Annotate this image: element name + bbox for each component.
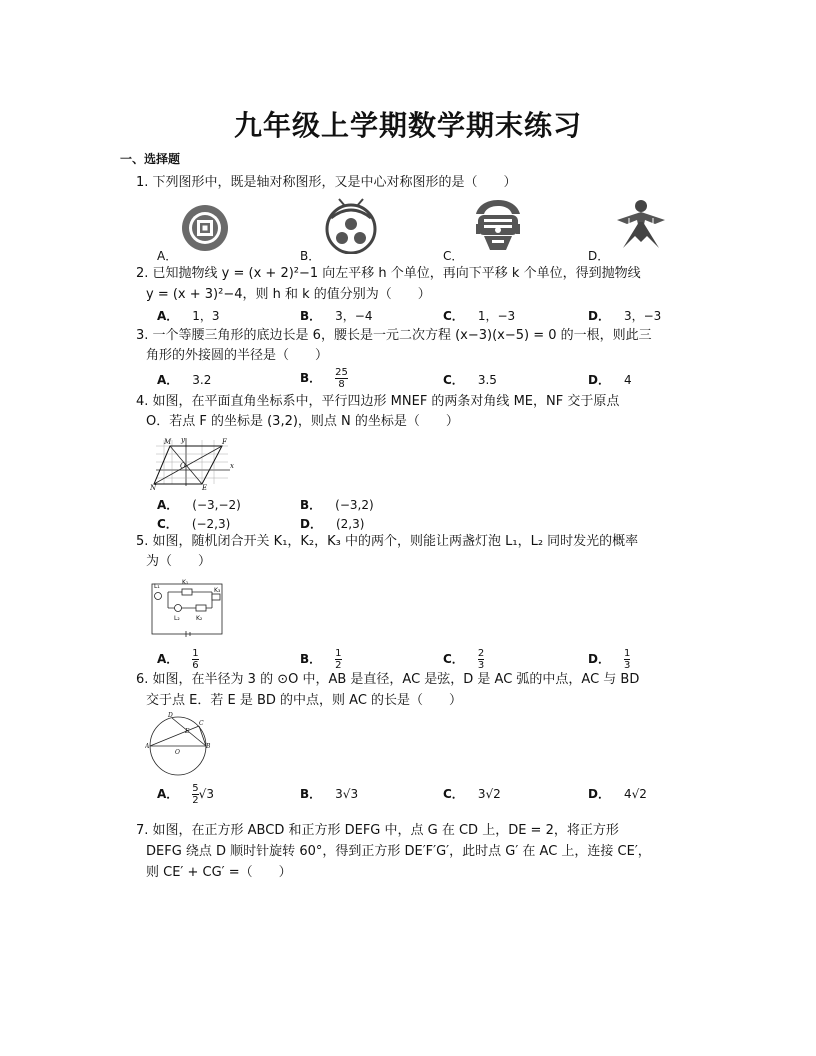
ornamental-vase-papercut-icon: [470, 198, 526, 254]
question-3-option-c[interactable]: C． 3.5: [443, 373, 497, 387]
label-x: x: [230, 462, 234, 470]
fraction: $\frac{2}{3}$: [477, 648, 485, 671]
label-o: O: [175, 749, 180, 756]
question-2-option-a[interactable]: A． 1，3: [157, 309, 220, 323]
label-a: A: [145, 743, 150, 750]
question-4-option-b[interactable]: B． (−3,2): [300, 498, 374, 512]
question-4-line-1: 4. 如图，在平面直角坐标系中，平行四边形 MNEF 的两条对角线 ME，NF 交于原点: [136, 394, 620, 409]
label-n: N: [150, 484, 157, 490]
question-5-option-d[interactable]: D． $\frac{1}{3}$: [588, 648, 631, 671]
question-3-line-1: 3. 一个等腰三角形的底边长是 6，腰长是一元二次方程 (x−3)(x−5) = 0 的一根，则此三: [136, 328, 652, 343]
question-2-option-c[interactable]: C． 1，−3: [443, 309, 516, 323]
fraction: $\frac{5}{2}$: [192, 783, 199, 806]
ancient-coin-icon: [180, 203, 230, 253]
question-6-line-1: 6. 如图，在半径为 3 的 ⊙O 中，AB 是直径，AC 是弦，D 是 AC 弧的中点，AC 与 BD: [136, 672, 640, 687]
question-3-line-2: 角形的外接圆的半径是（ ）: [146, 348, 329, 363]
parallelogram-coordinate-figure: [150, 434, 236, 490]
question-7-line-1: 7. 如图，在正方形 ABCD 和正方形 DEFG 中，点 G 在 CD 上，DE = 2，将正方形: [136, 823, 619, 838]
label-f: F: [222, 438, 227, 446]
question-4-line-2: O．若点 F 的坐标是 (3,2)，则点 N 的坐标是（ ）: [146, 414, 459, 429]
question-7-line-3: 则 CE′ + CG′ =（ ）: [146, 865, 292, 880]
label-k3: K₃: [214, 587, 221, 594]
label-b: B: [206, 743, 211, 750]
question-3-option-b[interactable]: B． $\frac{25}{8}$: [300, 367, 348, 390]
question-1-option-c[interactable]: C．: [443, 249, 464, 263]
question-1-option-a[interactable]: A．: [157, 249, 178, 263]
question-4-option-d[interactable]: D． (2,3): [300, 517, 365, 531]
section-heading: 一、选择题: [120, 152, 181, 166]
question-6-option-d[interactable]: D． 4√2: [588, 787, 647, 801]
fraction: $\frac{1}{2}$: [335, 648, 342, 671]
label-l2: L₂: [174, 615, 180, 622]
circuit-diagram: [148, 576, 228, 638]
label-m: M: [164, 438, 172, 446]
question-1-option-b[interactable]: B．: [300, 249, 321, 263]
question-4-option-a[interactable]: A． (−3,−2): [157, 498, 241, 512]
question-2-option-b[interactable]: B． 3，−4: [300, 309, 373, 323]
question-2-option-d[interactable]: D． 3，−3: [588, 309, 662, 323]
label-d: D: [168, 712, 173, 719]
label-o: O: [180, 462, 186, 470]
question-5-line-1: 5. 如图，随机闭合开关 K₁，K₂，K₃ 中的两个，则能让两盏灯泡 L₁，L₂ 同时发光的概率: [136, 534, 639, 549]
page-title: 九年级上学期数学期末练习: [233, 109, 582, 142]
label-e: E: [202, 484, 208, 490]
label-c: C: [199, 720, 204, 727]
question-7-line-2: DEFG 绕点 D 顺时针旋转 60°，得到正方形 DE′F′G′，此时点 G′ 在 AC 上，连接 CE′，: [146, 844, 651, 859]
fraction: $\frac{1}{3}$: [623, 648, 631, 671]
ladybug-icon: [323, 198, 379, 254]
question-1-stem: 1. 下列图形中，既是轴对称图形，又是中心对称图形的是（ ）: [136, 175, 517, 190]
question-6-option-a[interactable]: A． $\frac{5}{2}$ √3: [157, 783, 214, 806]
question-3-option-d[interactable]: D． 4: [588, 373, 632, 387]
question-6-option-c[interactable]: C． 3√2: [443, 787, 501, 801]
fraction: $\frac{1}{6}$: [192, 648, 199, 671]
question-6-option-b[interactable]: B． 3√3: [300, 787, 359, 801]
swallow-kite-icon: [613, 198, 669, 254]
question-5-option-c[interactable]: C． $\frac{2}{3}$: [443, 648, 485, 671]
question-6-line-2: 交于点 E．若 E 是 BD 的中点，则 AC 的长是（ ）: [146, 693, 463, 708]
question-3-option-a[interactable]: A． 3.2: [157, 373, 212, 387]
question-4-option-c[interactable]: C． (−2,3): [157, 517, 231, 531]
label-k1: K₁: [182, 579, 189, 586]
question-2-line-2: y = (x + 3)²−4，则 h 和 k 的值分别为（ ）: [146, 287, 431, 302]
question-1-option-d[interactable]: D．: [588, 249, 610, 263]
fraction: $\frac{25}{8}$: [335, 367, 348, 390]
question-5-option-b[interactable]: B． $\frac{1}{2}$: [300, 648, 342, 671]
question-2-line-1: 2. 已知抛物线 y = (x + 2)²−1 向左平移 h 个单位，再向下平移 k 个单位，得到抛物线: [136, 266, 641, 281]
circle-geometry-figure: [145, 710, 211, 776]
label-y: y: [181, 436, 185, 444]
question-5-option-a[interactable]: A． $\frac{1}{6}$: [157, 648, 199, 671]
label-e: E: [185, 728, 190, 735]
label-k2: K₂: [196, 615, 203, 622]
question-5-line-2: 为（ ）: [146, 554, 212, 569]
label-l1: L₁: [154, 583, 160, 590]
